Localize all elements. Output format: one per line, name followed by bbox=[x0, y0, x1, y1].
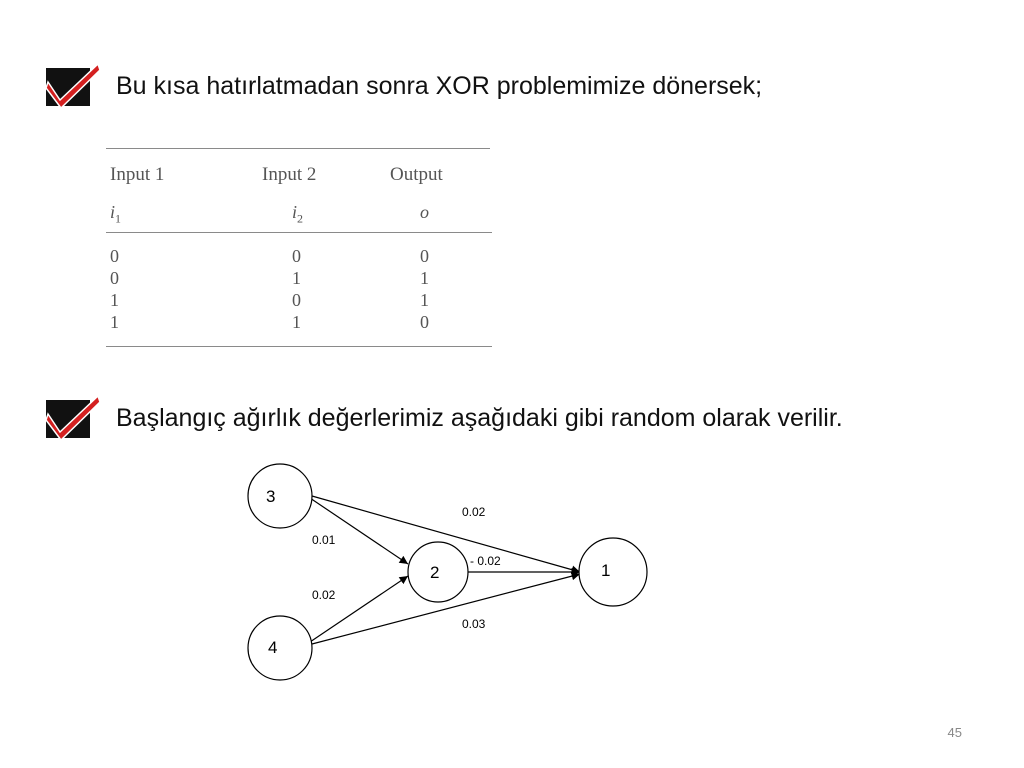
cell-r1-c1: 1 bbox=[292, 268, 301, 288]
table-bottom-rule bbox=[106, 346, 492, 347]
table-header-rule bbox=[106, 232, 492, 233]
cell-r0-c0: 0 bbox=[110, 246, 119, 266]
page-number: 45 bbox=[947, 725, 962, 740]
weight-2-1: - 0.02 bbox=[470, 554, 501, 568]
bullet-2-text: Başlangıç ağırlık değerlerimiz aşağıdaki gibi random olarak verilir. bbox=[116, 403, 843, 432]
bullet-1-text: Bu kısa hatırlatmadan sonra XOR problemimize dönersek; bbox=[116, 71, 763, 100]
bullet-2 bbox=[44, 394, 843, 442]
checkmark-icon bbox=[44, 62, 102, 110]
weight-4-1: 0.03 bbox=[462, 617, 486, 631]
node-3 bbox=[248, 464, 312, 528]
neural-network-diagram bbox=[240, 462, 660, 692]
cell-r3-c2: 0 bbox=[420, 312, 429, 332]
cell-r2-c2: 1 bbox=[420, 290, 429, 310]
symbol-i2: $i_2$ bbox=[292, 202, 304, 226]
table-top-rule bbox=[106, 148, 490, 149]
weight-3-2: 0.01 bbox=[312, 533, 336, 547]
xor-truth-table bbox=[106, 146, 492, 352]
header-input-2: Input 2 bbox=[262, 164, 317, 185]
weight-4-2: 0.02 bbox=[312, 588, 336, 602]
cell-r2-c0: 1 bbox=[110, 290, 119, 310]
edge-3-2 bbox=[310, 498, 408, 564]
checkmark-icon bbox=[44, 394, 102, 442]
bullet-1 bbox=[44, 62, 762, 110]
cell-r0-c1: 0 bbox=[292, 246, 301, 266]
cell-r1-c2: 1 bbox=[420, 268, 429, 288]
node-4 bbox=[248, 616, 312, 680]
symbol-i1: $i_1$ bbox=[110, 202, 122, 226]
weight-3-1: 0.02 bbox=[462, 505, 486, 519]
cell-r2-c1: 0 bbox=[292, 290, 301, 310]
symbol-o: o bbox=[420, 202, 429, 222]
node-3-label: 3 bbox=[266, 487, 276, 506]
node-1-label: 1 bbox=[601, 561, 611, 580]
cell-r3-c1: 1 bbox=[292, 312, 301, 332]
node-4-label: 4 bbox=[268, 638, 278, 657]
header-input-1: Input 1 bbox=[110, 164, 165, 185]
cell-r0-c2: 0 bbox=[420, 246, 429, 266]
node-1 bbox=[579, 538, 647, 606]
node-2-label: 2 bbox=[430, 563, 440, 582]
cell-r1-c0: 0 bbox=[110, 268, 119, 288]
cell-r3-c0: 1 bbox=[110, 312, 119, 332]
header-output: Output bbox=[390, 164, 443, 185]
